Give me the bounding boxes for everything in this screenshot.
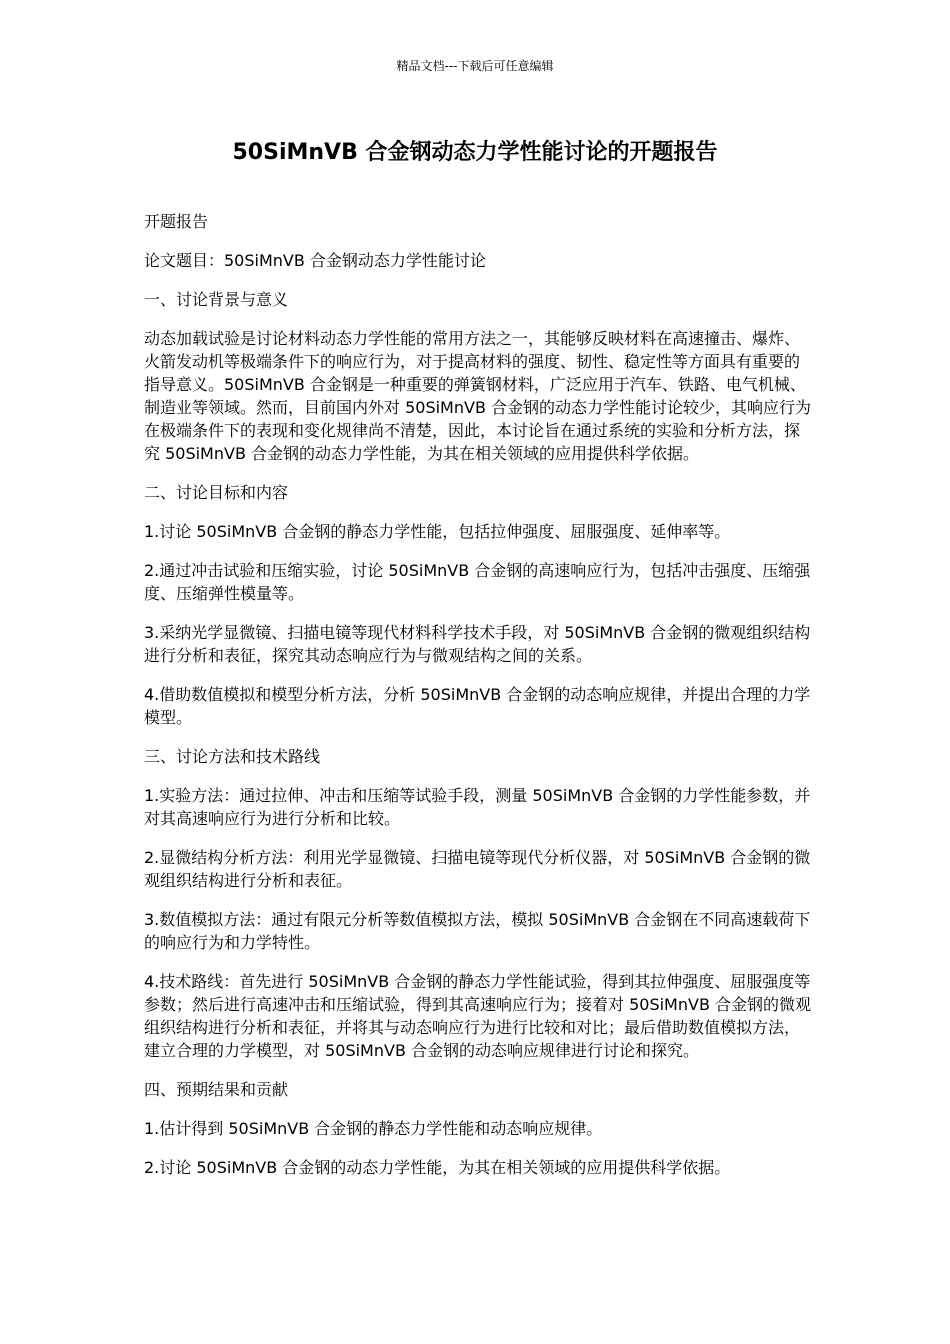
- result-item: 2.讨论 50SiMnVB 合金钢的动态力学性能，为其在相关领域的应用提供科学依据。: [144, 1158, 731, 1177]
- document-body: [144, 210, 812, 1195]
- result-item: 1.估计得到 50SiMnVB 合金钢的静态力学性能和动态响应规律。: [144, 1119, 603, 1138]
- objective-item: 2.通过冲击试验和压缩实验，讨论 50SiMnVB 合金钢的高速响应行为，包括冲击强度、压缩强度、压缩弹性模量等。: [144, 561, 811, 603]
- watermark-text: 精品文档---下载后可任意编辑: [396, 59, 554, 73]
- background-paragraph: 动态加载试验是讨论材料动态力学性能的常用方法之一，其能够反映材料在高速撞击、爆炸、火箭发动机等极端条件下的响应行为，对于提高材料的强度、韧性、稳定性等方面具有重要的指导意义。50SiMnVB 合金钢是一种重要的弹簧钢材料，广泛应用于汽车、铁路、电气机械、制造业等领域。然而，目前国内外对 50SiMnVB 合金钢的动态力学性能讨论较少，其响应行为在极端条件下的表现和变化规律尚不清楚，因此，本讨论旨在通过系统的实验和分析方法，探究 50SiMnVB 合金钢的动态力学性能，为其在相关领域的应用提供科学依据。: [144, 329, 812, 463]
- document-title: 50SiMnVB 合金钢动态力学性能讨论的开题报告: [232, 140, 718, 165]
- objective-item: 3.采纳光学显微镜、扫描电镜等现代材料科学技术手段，对 50SiMnVB 合金钢的微观组织结构进行分析和表征，探究其动态响应行为与微观结构之间的关系。: [144, 623, 811, 665]
- section-heading-methods: 三、讨论方法和技术路线: [144, 747, 321, 766]
- heading-report: 开题报告: [144, 212, 209, 231]
- section-heading-background: 一、讨论背景与意义: [144, 290, 289, 309]
- method-item: 4.技术路线：首先进行 50SiMnVB 合金钢的静态力学性能试验，得到其拉伸强度、屈服强度等参数；然后进行高速冲击和压缩试验，得到其高速响应行为；接着对 50SiMnVB 合金钢的微观组织结构进行分析和表征，并将其与动态响应行为进行比较和对比；最后借助数值模拟方法，建立合理的力学模型，对 50SiMnVB 合金钢的动态响应规律进行讨论和探究。: [144, 972, 812, 1060]
- objective-item: 4.借助数值模拟和模型分析方法，分析 50SiMnVB 合金钢的动态响应规律，并提出合理的力学模型。: [144, 685, 811, 727]
- thesis-topic: 论文题目：50SiMnVB 合金钢动态力学性能讨论: [144, 251, 486, 270]
- method-item: 3.数值模拟方法：通过有限元分析等数值模拟方法，模拟 50SiMnVB 合金钢在不同高速载荷下的响应行为和力学特性。: [144, 910, 811, 952]
- method-item: 2.显微结构分析方法：利用光学显微镜、扫描电镜等现代分析仪器，对 50SiMnVB 合金钢的微观组织结构进行分析和表征。: [144, 848, 811, 890]
- section-heading-results: 四、预期结果和贡献: [144, 1080, 289, 1099]
- method-item: 1.实验方法：通过拉伸、冲击和压缩等试验手段，测量 50SiMnVB 合金钢的力学性能参数，并对其高速响应行为进行分析和比较。: [144, 786, 811, 828]
- objective-item: 1.讨论 50SiMnVB 合金钢的静态力学性能，包括拉伸强度、屈服强度、延伸率等。: [144, 522, 731, 541]
- section-heading-objectives: 二、讨论目标和内容: [144, 483, 289, 502]
